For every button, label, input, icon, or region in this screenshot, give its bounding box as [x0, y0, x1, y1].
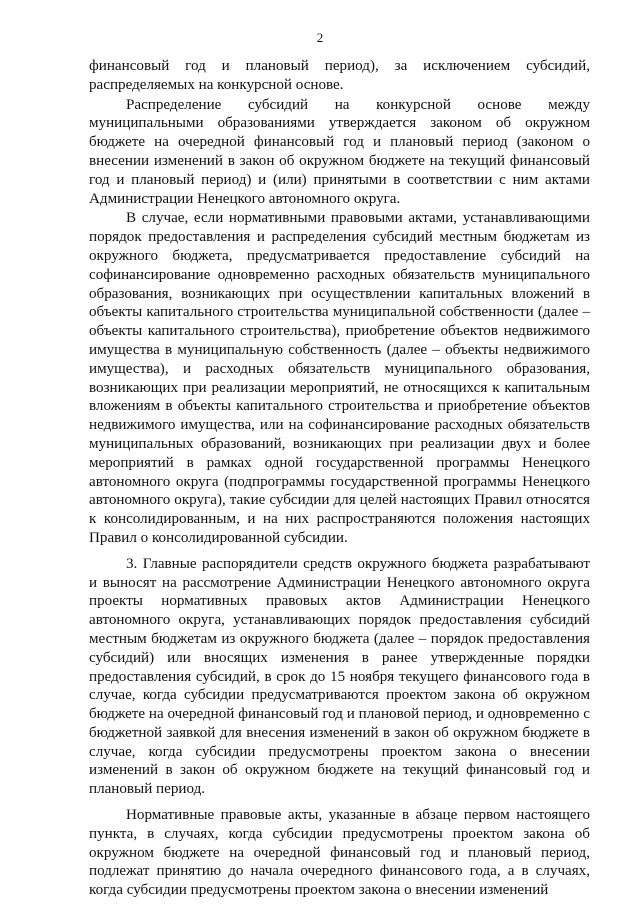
page-number: 2 [316, 30, 324, 45]
paragraph-normative-acts: Нормативные правовые акты, указанные в абзаце первом настоящего пункта, в случаях, когда субсидии предусмотрены проектом закона об окружном бюджете на очередной финансовый год и плановый период, подлежат принятию до начала очередного финансового года, а в случаях, когда субсидии предусмотрены проектом закона о внесении изменений [89, 807, 590, 899]
paragraph-consolidated-subsidy: В случае, если нормативными правовыми актами, устанавливающими порядок предоставления и распределения субсидий местным бюджетам из окружного бюджета, предусматривается предоставление субсидий на софинансирование одновременно расходных обязательств муниципального образования, возникающих при осуществлении капитальных вложений в объекты капитального строительства муниципальной собственности (далее – объекты капитального строительства), приобретение объектов недвижимого имущества в муниципальную собственность (далее – объекты недвижимого имущества), и расходных обязательств муниципального образования, возникающих при реализации мероприятий, не относящихся к капитальным вложениям в объекты капитального строительства и приобретение объектов недвижимого имущества, или на софинансирование расходных обязательств муниципальных образований, возникающих при реализации двух и более мероприятий в рамках одной государственной программы Ненецкого автономного округа (подпрограммы государственной программы Ненецкого автономного округа), такие субсидии для целей настоящих Правил относятся к консолидированным, и на них распространяются положения настоящих Правил о консолидированной субсидии. [89, 210, 590, 546]
paragraph-continuation: финансовый год и плановый период), за исключением субсидий, распределяемых на конкурсной основе. [89, 58, 590, 93]
margin-dot [60, 712, 63, 718]
paragraph-item-3: 3. Главные распорядители средств окружного бюджета разрабатывают и выносят на рассмотрение Администрации Ненецкого автономного округа проекты нормативных правовых актов Администрации Ненецкого автономного округа, устанавливающих порядок предоставления субсидий местным бюджетам из окружного бюджета (далее – порядок предоставления субсидий) или вносящих изменения в ранее утвержденные порядки предоставления субсидий, в срок до 15 ноября текущего финансового года в случае, когда субсидии предусматриваются проектом закона об окружном бюджете на очередной финансовый год и плановой период, и одновременно с бюджетной заявкой для внесения изменений в закон об окружном бюджете в случае, когда субсидии предусмотрены проектом закона о внесении изменений в закон об окружном бюджете на текущий финансовый год и плановый период. [89, 555, 590, 798]
document-body [89, 57, 590, 901]
paragraph-competitive-distribution: Распределение субсидий на конкурсной основе между муниципальными образованиями утверждается законом об окружном бюджете на очередной финансовый год и плановый период (законом о внесении изменений в закон об окружном бюджете на текущий финансовый год и плановый период) и (или) принятыми в соответствии с ним актами Администрации Ненецкого автономного округа. [89, 96, 590, 207]
